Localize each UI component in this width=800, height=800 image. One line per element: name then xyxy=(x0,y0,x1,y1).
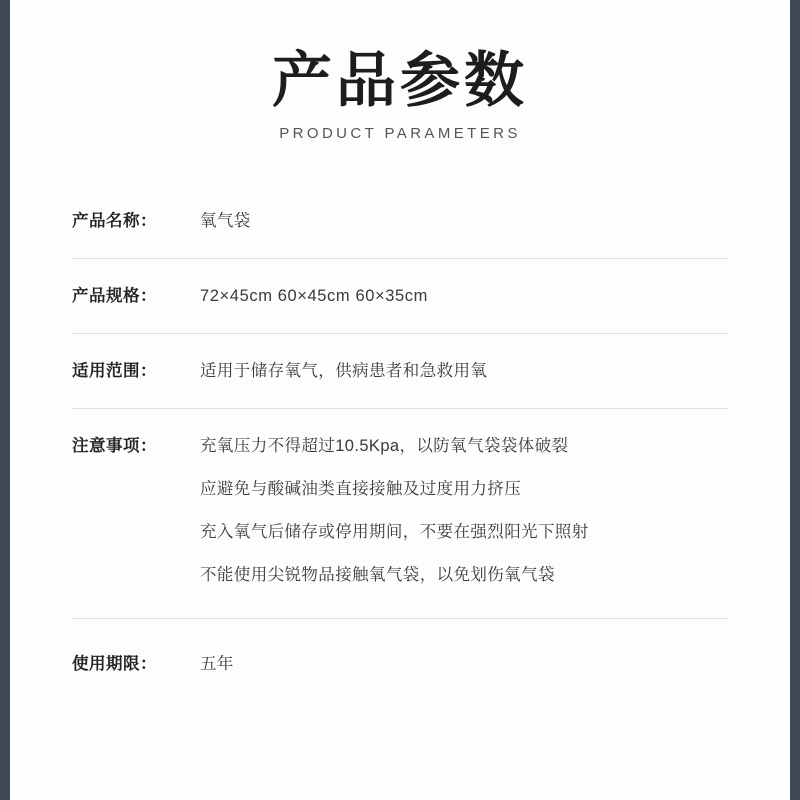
value-line: 适用于储存氧气，供病患者和急救用氧 xyxy=(200,362,488,380)
value-line: 氧气袋 xyxy=(200,212,251,230)
table-row xyxy=(72,409,728,619)
value-line: 不能使用尖锐物品接触氧气袋，以免划伤氧气袋 xyxy=(200,566,555,584)
table-row xyxy=(72,184,728,259)
page-title: 产品参数 xyxy=(272,47,528,114)
row-value xyxy=(200,649,728,679)
row-label: 注意事项： xyxy=(72,437,157,455)
value-line: 充氧压力不得超过10.5Kpa，以防氧气袋袋体破裂 xyxy=(200,437,569,455)
value-line: 72×45cm 60×45cm 60×35cm xyxy=(200,287,428,305)
right-accent-bar xyxy=(790,0,800,800)
row-value xyxy=(200,206,728,236)
value-line: 应避免与酸碱油类直接接触及过度用力挤压 xyxy=(200,480,522,498)
value-line: 五年 xyxy=(200,655,234,673)
row-value xyxy=(200,431,728,590)
value-line: 充入氧气后储存或停用期间，不要在强烈阳光下照射 xyxy=(200,523,589,541)
parameters-table xyxy=(72,184,728,701)
page-subtitle: PRODUCT PARAMETERS xyxy=(279,125,521,142)
row-value xyxy=(200,281,728,311)
table-row xyxy=(72,259,728,334)
row-label: 产品名称： xyxy=(72,212,157,230)
row-label: 使用期限： xyxy=(72,655,157,673)
row-label: 适用范围： xyxy=(72,362,157,380)
left-accent-bar xyxy=(0,0,10,800)
row-label: 产品规格： xyxy=(72,287,157,305)
row-value xyxy=(200,356,728,386)
table-row xyxy=(72,334,728,409)
page-header xyxy=(0,0,800,142)
table-row xyxy=(72,619,728,701)
